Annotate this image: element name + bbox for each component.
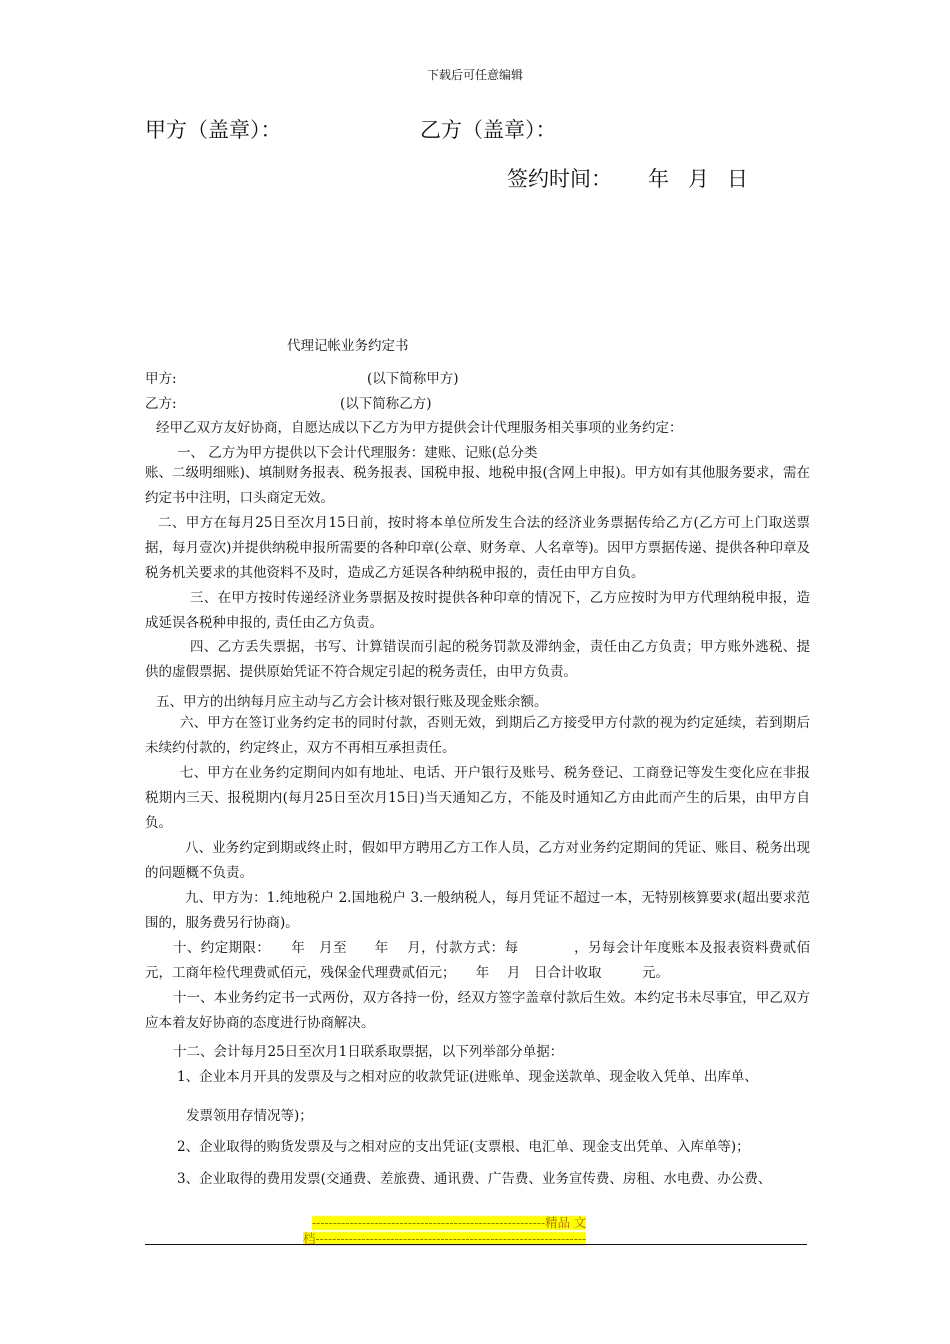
clause-4: 四、乙方丢失票据，书写、计算错误而引起的税务罚款及滞纳金，责任由乙方负责；甲方账外逃税、提供的虚假票据、提供原始凭证不符合规定引起的税务责任，由甲方负责。 (145, 639, 810, 680)
signing-day: 日 (727, 167, 748, 191)
clause-7: 七、甲方在业务约定期间内如有地址、电话、开户银行及账号、税务登记、工商登记等发生变化应在非报税期内三天、报税期内(每月25日至次月15日)当天通知乙方，不能及时通知乙方由此而产生的后果，由甲方自负。 (145, 765, 810, 831)
clause-12: 十二、会计每月25日至次月1日联系取票据，以下列举部分单据： (173, 1044, 564, 1060)
list-item-3: 3、企业取得的费用发票(交通费、差旅费、通讯费、广告费、业务宣传费、房租、水电费、办公费、 (177, 1171, 772, 1187)
signing-year: 年 (648, 167, 669, 191)
clause-6: 六、甲方在签订业务约定书的同时付款，否则无效，到期后乙方接受甲方付款的视为约定延续，若到期后未续约付款的，约定终止，双方不再相互承担责任。 (145, 715, 810, 756)
party-b-seal-label: 乙方（盖章）： (420, 118, 557, 142)
header-note: 下载后可任意编辑 (426, 68, 523, 82)
clause-8: 八、业务约定到期或终止时，假如甲方聘用乙方工作人员，乙方对业务约定期间的凭证、账目、税务出现的问题概不负责。 (145, 840, 810, 881)
party-b-label: 乙方: (145, 396, 177, 412)
footer-watermark-line-1: --------------------------------------------------------精品 文 (312, 1216, 587, 1230)
list-item-1-line-2: 发票领用存情况等)； (186, 1108, 313, 1124)
clause-1-first-line: 一、 乙方为甲方提供以下会计代理服务：建账、记账(总分类 (177, 445, 538, 461)
list-item-2: 2、企业取得的购货发票及与之相对应的支出凭证(支票根、电汇单、现金支出凭单、入库单等)； (177, 1139, 750, 1155)
party-b-note: (以下简称乙方) (340, 396, 432, 412)
intro-paragraph: 经甲乙双方友好协商，自愿达成以下乙方为甲方提供会计代理服务相关事项的业务约定： (156, 420, 683, 436)
party-a-note: (以下简称甲方) (367, 371, 459, 387)
party-a-seal-label: 甲方（盖章）： (145, 118, 282, 142)
clause-5: 五、甲方的出纳每月应主动与乙方会计核对银行账及现金账余额。 (156, 694, 548, 710)
clause-10: 十、约定期限： 年 月至 年 月，付款方式：每 ，另每会计年度账本及报表资料费贰佰元，工商年检代理费贰佰元，残保金代理费贰佰元； 年 月 日合计收取 元。 (145, 940, 810, 981)
clause-2: 二、甲方在每月25日至次月15日前，按时将本单位所发生合法的经济业务票据传给乙方(乙方可上门取送票据，每月壹次)并提供纳税申报所需要的各种印章(公章、财务章、人名章等)。因甲方票据传递、提供各种印章及税务机关要求的其他资料不及时，造成乙方延误各种纳税申报的，责任由甲方自负。 (145, 515, 810, 581)
clause-9: 九、甲方为：1.纯地税户 2.国地税户 3.一般纳税人，每月凭证不超过一本，无特别核算要求(超出要求范围的，服务费另行协商)。 (145, 890, 810, 931)
signing-date-label: 签约时间： (507, 167, 612, 191)
footer-watermark-line-2: 档----------------------------------------------------------------- (303, 1232, 587, 1246)
footer-rule (145, 1244, 807, 1245)
signing-month: 月 (688, 167, 709, 191)
clause-11: 十一、本业务约定书一式两份，双方各持一份，经双方签字盖章付款后生效。本约定书未尽事宜，甲乙双方应本着友好协商的态度进行协商解决。 (145, 990, 810, 1031)
list-item-1-line-1: 1、企业本月开具的发票及与之相对应的收款凭证(进账单、现金送款单、现金收入凭单、出库单、 (177, 1069, 758, 1085)
document-title: 代理记帐业务约定书 (287, 338, 409, 354)
party-a-label: 甲方: (145, 371, 177, 387)
clause-3: 三、在甲方按时传递经济业务票据及按时提供各种印章的情况下，乙方应按时为甲方代理纳税申报，造成延误各税种申报的, 责任由乙方负责。 (145, 590, 810, 631)
clause-1-continued: 账、二级明细账)、填制财务报表、税务报表、国税申报、地税申报(含网上申报)。甲方如有其他服务要求，需在约定书中注明，口头商定无效。 (145, 465, 810, 506)
